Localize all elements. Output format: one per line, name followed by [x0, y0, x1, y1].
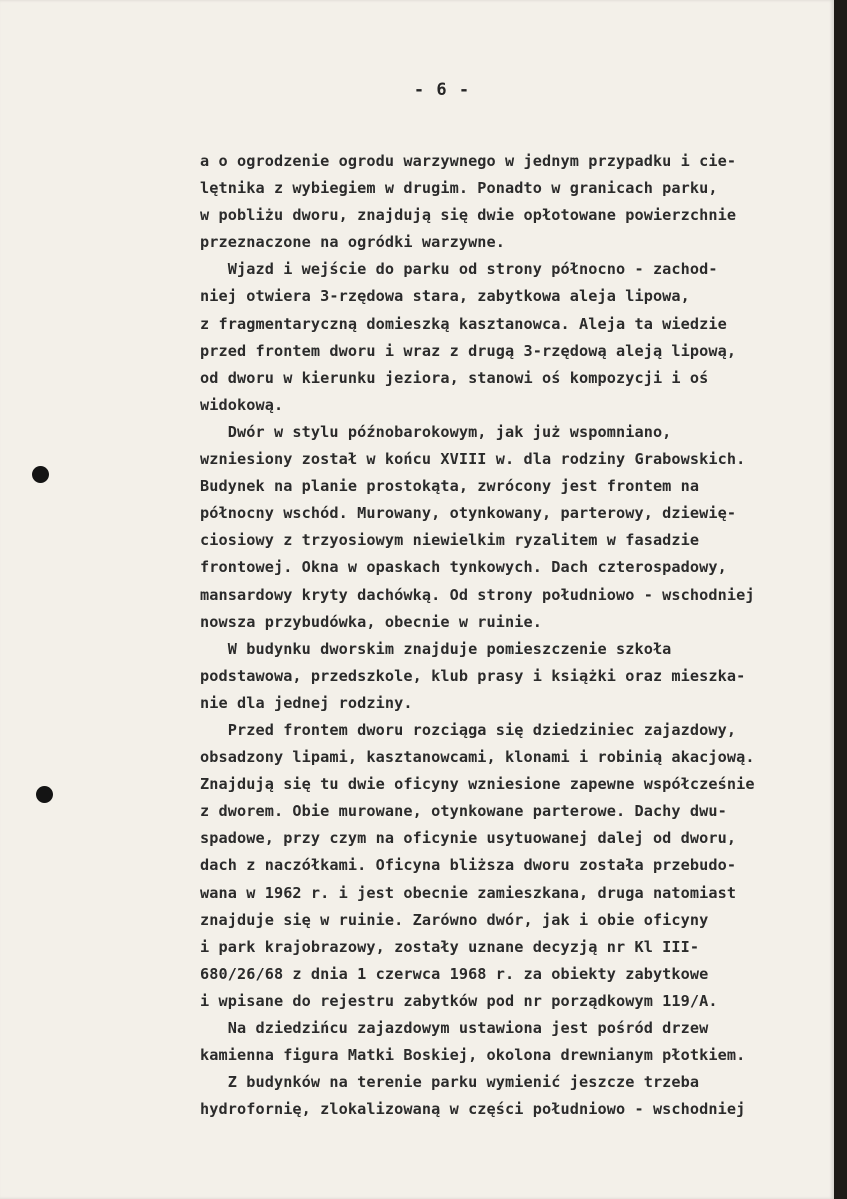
- text-line: a o ogrodzenie ogrodu warzywnego w jednym przypadku i cie-: [200, 152, 737, 170]
- page-number: - 6 -: [413, 80, 471, 100]
- text-line: i wpisane do rejestru zabytków pod nr porządkowym 119/A.: [200, 991, 718, 1010]
- text-line: Wjazd i wejście do parku od strony północno - zachod-: [200, 260, 718, 279]
- text-line: 680/26/68 z dnia 1 czerwca 1968 r. za obiekty zabytkowe: [200, 964, 709, 983]
- text-line: znajduje się w ruinie. Zarówno dwór, jak i obie oficyny: [200, 910, 709, 929]
- punch-hole-bottom: [36, 786, 53, 803]
- text-line: Przed frontem dworu rozciąga się dziedziniec zajazdowy,: [200, 720, 737, 739]
- punch-hole-top: [32, 466, 49, 483]
- text-line: niej otwiera 3-rzędowa stara, zabytkowa aleja lipowa,: [200, 287, 690, 306]
- text-line: Z budynków na terenie parku wymienić jeszcze trzeba: [200, 1073, 700, 1092]
- text-line: Budynek na planie prostokąta, zwrócony jest frontem na: [200, 477, 700, 496]
- text-line: Dwór w stylu późnobarokowym, jak już wspomniano,: [200, 422, 672, 441]
- body-text: [200, 148, 820, 1123]
- text-line: przeznaczone na ogródki warzywne.: [200, 233, 506, 252]
- text-line: kamienna figura Matki Boskiej, okolona drewnianym płotkiem.: [200, 1046, 746, 1065]
- text-line: nowsza przybudówka, obecnie w ruinie.: [200, 612, 543, 631]
- text-line: frontowej. Okna w opaskach tynkowych. Dach czterospadowy,: [200, 558, 727, 577]
- text-line: w pobliżu dworu, znajdują się dwie opłotowane powierzchnie: [200, 206, 737, 225]
- text-line: północny wschód. Murowany, otynkowany, parterowy, dziewię-: [200, 504, 737, 523]
- text-line: Znajdują się tu dwie oficyny wzniesione zapewne współcześnie: [200, 775, 755, 794]
- text-line: podstawowa, przedszkole, klub prasy i książki oraz mieszka-: [200, 666, 746, 685]
- text-line: wana w 1962 r. i jest obecnie zamieszkana, druga natomiast: [200, 883, 737, 902]
- text-line: widokową.: [200, 395, 284, 414]
- text-line: ciosiowy z trzyosiowym niewielkim ryzalitem w fasadzie: [200, 531, 700, 550]
- text-line: lętnika z wybiegiem w drugim. Ponadto w granicach parku,: [200, 179, 718, 198]
- text-line: Na dziedzińcu zajazdowym ustawiona jest pośród drzew: [200, 1019, 709, 1037]
- text-line: dach z naczółkami. Oficyna bliższa dworu została przebudo-: [200, 856, 737, 875]
- text-line: hydrofornię, zlokalizowaną w części południowo - wschodniej: [200, 1100, 746, 1119]
- text-line: od dworu w kierunku jeziora, stanowi oś kompozycji i oś: [200, 368, 709, 387]
- text-line: W budynku dworskim znajduje pomieszczenie szkoła: [200, 639, 672, 658]
- text-line: mansardowy kryty dachówką. Od strony południowo - wschodniej: [200, 585, 755, 604]
- text-line: obsadzony lipami, kasztanowcami, klonami i robinią akacjową.: [200, 748, 755, 767]
- text-line: nie dla jednej rodziny.: [200, 693, 413, 712]
- text-line: i park krajobrazowy, zostały uznane decyzją nr Kl III-: [200, 937, 700, 956]
- text-line: z fragmentaryczną domieszką kasztanowca. Aleja ta wiedzie: [200, 314, 727, 333]
- text-line: przed frontem dworu i wraz z drugą 3-rzędową aleją lipową,: [200, 341, 737, 360]
- text-line: spadowe, przy czym na oficynie usytuowanej dalej od dworu,: [200, 829, 737, 848]
- text-line: z dworem. Obie murowane, otynkowane parterowe. Dachy dwu-: [200, 802, 727, 821]
- text-line: wzniesiony został w końcu XVIII w. dla rodziny Grabowskich.: [200, 450, 746, 469]
